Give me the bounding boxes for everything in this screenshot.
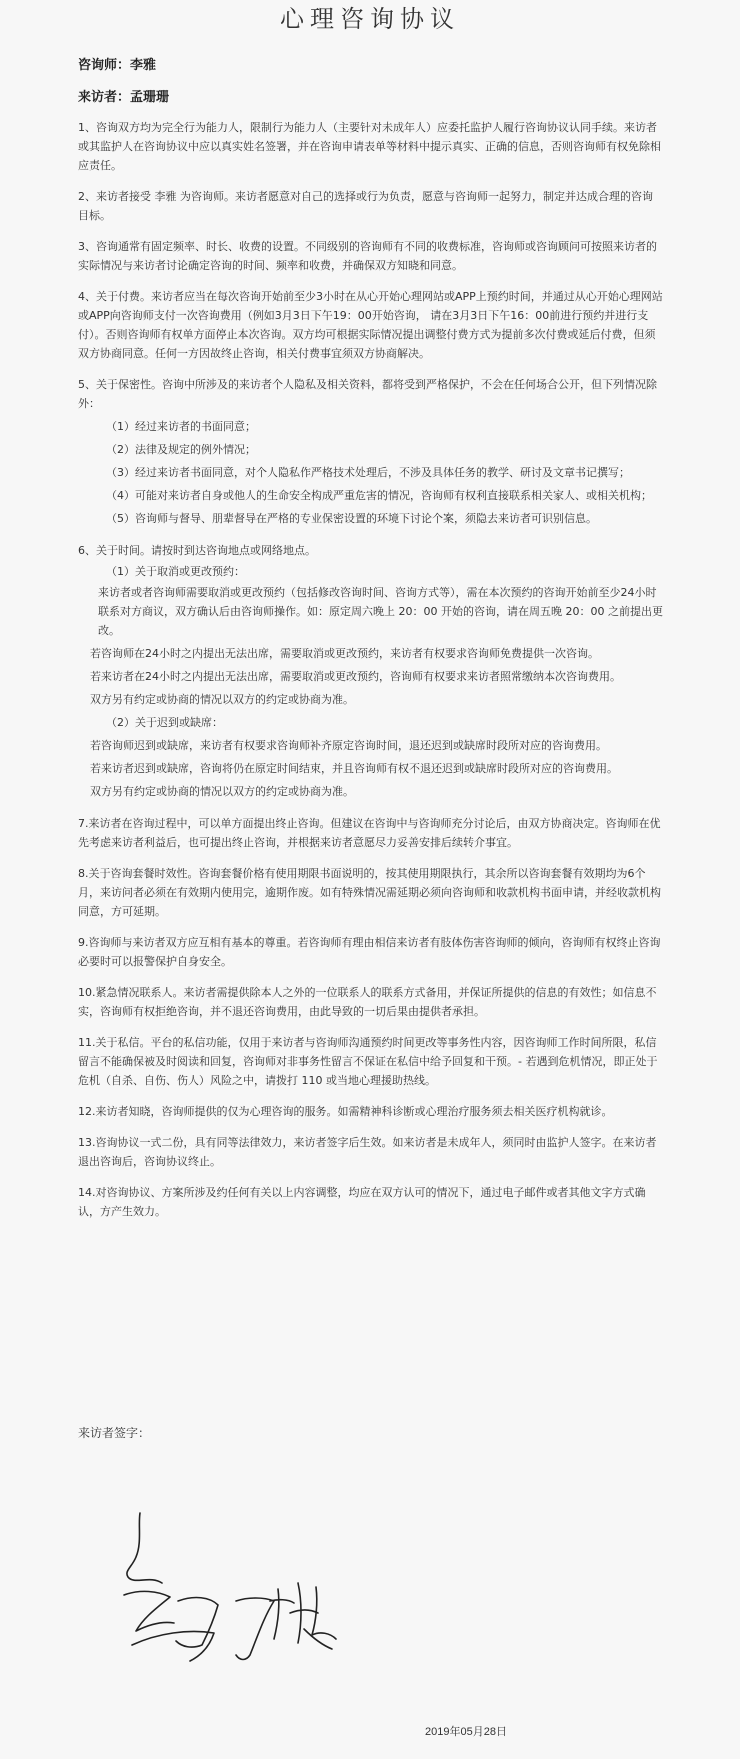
- clause-11: 11.关于私信。平台的私信功能，仅用于来访者与咨询师沟通预约时间更改等事务性内容，因咨询师工作时间所限，私信留言不能确保被及时阅读和回复，咨询师对非事务性留言不保证在私信中给予回复和干预。- 若遇到危机情况，即正处于危机（自杀、自伤、伤人）风险之中，请拨打 110 或当地心理援助热线。: [78, 1036, 658, 1087]
- clause-10: 10.紧急情况联系人。来访者需提供除本人之外的一位联系人的联系方式备用，并保证所提供的信息的有效性；如信息不实，咨询师有权拒绝咨询，并不退还咨询费用，由此导致的一切后果由提供者承担。: [78, 986, 657, 1018]
- clause-6-late-para: 若来访者迟到或缺席，咨询将仍在原定时间结束，并且咨询师有权不退还迟到或缺席时段所对应的咨询费用。: [90, 762, 618, 775]
- clause-8: 8.关于咨询套餐时效性。咨询套餐价格有使用期限书面说明的，按其使用期限执行，其余所以咨询套餐有效期均为6个月，来访问者必须在有效期内使用完，逾期作废。如有特殊情况需延期必须向咨询师和收款机构书面申请，并经收款机构同意，方可延期。: [78, 867, 661, 918]
- clause-6-late-para: 若咨询师迟到或缺席，来访者有权要求咨询师补齐原定咨询时间，退还迟到或缺席时段所对应的咨询费用。: [90, 739, 607, 752]
- clause-3: 3、咨询通常有固定频率、时长、收费的设置。不同级别的咨询师有不同的收费标准，咨询师或咨询顾问可按照来访者的实际情况与来访者讨论确定咨询的时间、频率和收费，并确保双方知晓和同意。: [78, 240, 657, 272]
- clause-6-subheading-late: （2）关于迟到或缺席：: [106, 716, 223, 729]
- clause-7: 7.来访者在咨询过程中，可以单方面提出终止咨询。但建议在咨询中与咨询师充分讨论后，由双方协商决定。咨询师在优先考虑来访者利益后，也可提出终止咨询，并根据来访者意愿尽力妥善安排后续转介事宜。: [78, 817, 661, 849]
- agreement-body: [78, 118, 663, 1233]
- clause-13: 13.咨询协议一式二份，具有同等法律效力，来访者签字后生效。如来访者是未成年人，须同时由监护人签字。在来访者退出咨询后，咨询协议终止。: [78, 1136, 657, 1168]
- document-title: 心理咨询协议: [280, 5, 460, 33]
- clause-5-item: （3）经过来访者书面同意，对个人隐私作严格技术处理后，不涉及具体任务的教学、研讨及文章书记撰写；: [106, 466, 630, 479]
- signing-date: 2019年05月28日: [425, 1726, 507, 1738]
- clause-6-cancel-para: 来访者或者咨询师需要取消或更改预约（包括修改咨询时间、咨询方式等），需在本次预约的咨询开始前至少24小时联系对方商议，双方确认后由咨询师操作。如：原定周六晚上 20：00 开始的咨询，请在周五晚 20：00 之前提出更改。: [98, 586, 663, 637]
- clause-2: 2、来访者接受 李雅 为咨询师。来访者愿意对自己的选择或行为负责，愿意与咨询师一起努力，制定并达成合理的咨询目标。: [78, 190, 653, 222]
- clause-4: 4、关于付费。来访者应当在每次咨询开始前至少3小时在从心开始心理网站或APP上预约时间，并通过从心开始心理网站或APP向咨询师支付一次咨询费用（例如3月3日下午19：00开始咨询， 请在3月3日下午16：00前进行预约并进行支付）。否则咨询师有权单方面停止本次咨询。双方均可根据实际情况提出调整付费方式为提前多次付费或延后付费，但须双方协商同意。任何一方因故终止咨询，相关付费事宜须双方协商解决。: [78, 290, 663, 360]
- handwritten-signature: [118, 1505, 348, 1670]
- clause-5: 5、关于保密性。咨询中所涉及的来访者个人隐私及相关资料，都将受到严格保护，不会在任何场合公开，但下列情况除外：: [78, 378, 657, 410]
- clause-6-cancel-para: 若咨询师在24小时之内提出无法出席，需要取消或更改预约，来访者有权要求咨询师免费提供一次咨询。: [90, 647, 599, 660]
- clause-5-item: （1）经过来访者的书面同意；: [106, 420, 256, 433]
- signature-label: 来访者签字：: [78, 1426, 151, 1440]
- clause-6-cancel-para: 若来访者在24小时之内提出无法出席，需要取消或更改预约，咨询师有权要求来访者照常缴纳本次咨询费用。: [90, 670, 621, 683]
- clause-6: 6、关于时间。请按时到达咨询地点或网络地点。: [78, 544, 316, 557]
- counselor-line: 咨询师：李雅: [78, 58, 157, 73]
- clause-5-item: （2）法律及规定的例外情况；: [106, 443, 256, 456]
- clause-6-late-para: 双方另有约定或协商的情况以双方的约定或协商为准。: [90, 785, 354, 798]
- clause-6-subheading-cancel: （1）关于取消或更改预约：: [106, 565, 245, 578]
- clause-6-cancel-para: 双方另有约定或协商的情况以双方的约定或协商为准。: [90, 693, 354, 706]
- clause-12: 12.来访者知晓，咨询师提供的仅为心理咨询的服务。如需精神科诊断或心理治疗服务须去相关医疗机构就诊。: [78, 1105, 613, 1118]
- clause-5-item: （4）可能对来访者自身或他人的生命安全构成严重危害的情况，咨询师有权利直接联系相关家人、或相关机构；: [106, 489, 652, 502]
- clause-5-item: （5）咨询师与督导、朋辈督导在严格的专业保密设置的环境下讨论个案，须隐去来访者可识别信息。: [106, 512, 597, 525]
- visitor-line: 来访者：孟珊珊: [78, 90, 170, 105]
- clause-1: 1、咨询双方均为完全行为能力人，限制行为能力人（主要针对未成年人）应委托监护人履行咨询协议认同手续。来访者或其监护人在咨询协议中应以真实姓名签署，并在咨询申请表单等材料中提示真实、正确的信息，否则咨询师有权免除相应责任。: [78, 121, 661, 172]
- clause-14: 14.对咨询协议、方案所涉及约任何有关以上内容调整，均应在双方认可的情况下，通过电子邮件或者其他文字方式确认，方产生效力。: [78, 1186, 646, 1218]
- clause-9: 9.咨询师与来访者双方应互相有基本的尊重。若咨询师有理由相信来访者有肢体伤害咨询师的倾向，咨询师有权终止咨询必要时可以报警保护自身安全。: [78, 936, 661, 968]
